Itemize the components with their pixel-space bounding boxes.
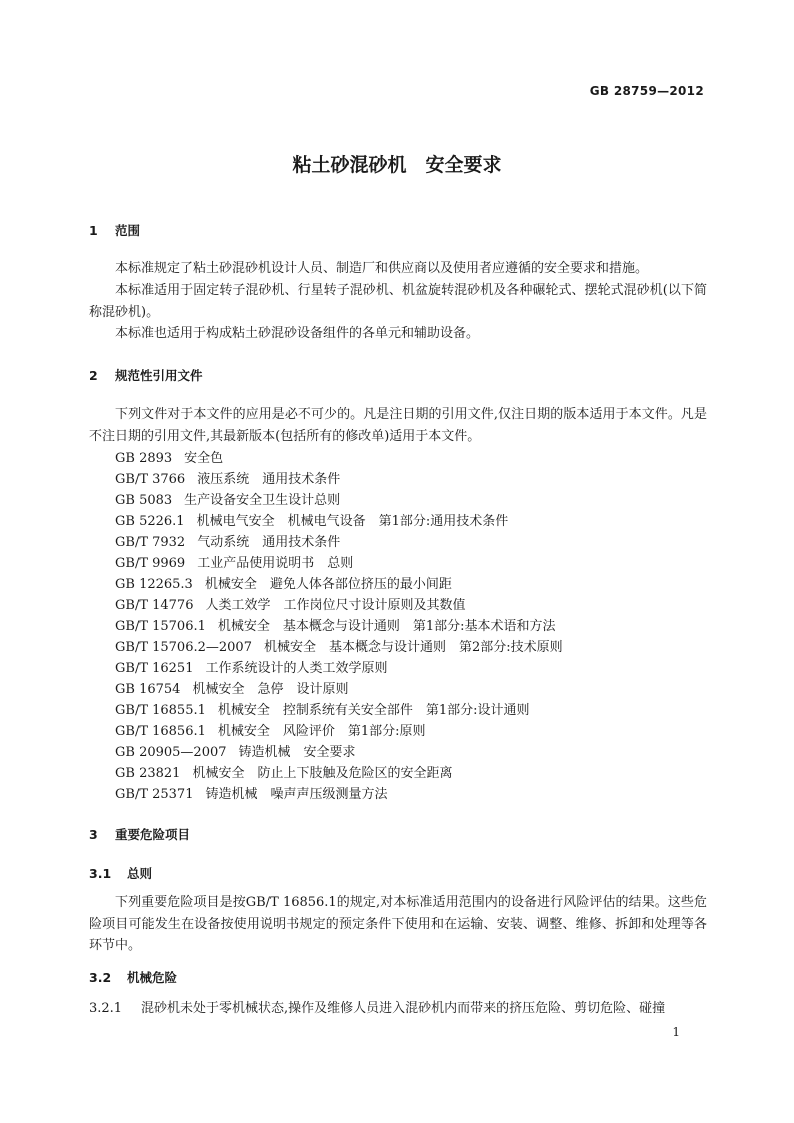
section-2-intro: 下列文件对于本文件的应用是必不可少的。凡是注日期的引用文件,仅注日期的版本适用于本文件。凡是不注日期的引用文件,其最新版本(包括所有的修改单)适用于本文件。	[89, 407, 707, 444]
subsection-title: 机械危险	[127, 970, 178, 985]
reference-list	[115, 448, 563, 805]
document-title: 粘土砂混砂机 安全要求	[292, 154, 502, 176]
reference-item	[115, 616, 563, 637]
reference-item	[115, 574, 563, 595]
reference-title: 液压系统 通用技术条件	[197, 472, 341, 487]
reference-item	[115, 679, 563, 700]
section-1-paragraph-2: 本标准适用于固定转子混砂机、行星转子混砂机、机盆旋转混砂机及各种碾轮式、摆轮式混砂机(以下简称混砂机)。	[89, 283, 707, 320]
reference-code: GB 2893	[115, 451, 173, 466]
reference-title: 铸造机械 噪声声压级测量方法	[205, 787, 388, 802]
reference-item	[115, 658, 563, 679]
reference-item	[115, 469, 563, 490]
reference-item	[115, 490, 563, 511]
section-title: 规范性引用文件	[115, 368, 203, 383]
reference-item	[115, 784, 563, 805]
reference-title: 机械安全 风险评价 第1部分:原则	[217, 724, 426, 739]
reference-title: 机械安全 急停 设计原则	[192, 682, 349, 697]
reference-code: GB 12265.3	[115, 577, 193, 592]
reference-code: GB 5226.1	[115, 514, 185, 529]
reference-code: GB/T 7932	[115, 535, 186, 550]
reference-code: GB/T 3766	[115, 472, 186, 487]
reference-code: GB/T 9969	[115, 556, 186, 571]
reference-code: GB/T 16856.1	[115, 724, 206, 739]
reference-title: 人类工效学 工作岗位尺寸设计原则及其数值	[205, 598, 466, 613]
reference-code: GB 23821	[115, 766, 181, 781]
section-1-paragraph-3: 本标准也适用于构成粘土砂混砂设备组件的各单元和辅助设备。	[115, 326, 480, 341]
subsection-title: 总则	[127, 866, 153, 881]
reference-code: GB 20905—2007	[115, 745, 227, 760]
section-1-heading	[89, 221, 140, 239]
reference-title: 机械安全 基本概念与设计通则 第2部分:技术原则	[263, 640, 563, 655]
reference-code: GB/T 14776	[115, 598, 194, 613]
reference-title: 机械安全 避免人体各部位挤压的最小间距	[204, 577, 452, 592]
reference-item	[115, 448, 563, 469]
clause-number: 3.2.1	[89, 1001, 123, 1016]
reference-item	[115, 721, 563, 742]
section-2-heading	[89, 366, 203, 384]
clause-text: 混砂机未处于零机械状态,操作及维修人员进入混砂机内而带来的挤压危险、剪切危险、碰撞	[141, 1001, 666, 1016]
section-number: 3	[89, 827, 98, 842]
reference-item	[115, 511, 563, 532]
reference-item	[115, 595, 563, 616]
reference-title: 工业产品使用说明书 总则	[197, 556, 354, 571]
reference-title: 气动系统 通用技术条件	[197, 535, 341, 550]
reference-title: 铸造机械 安全要求	[238, 745, 356, 760]
reference-item	[115, 532, 563, 553]
section-3-1-paragraph: 下列重要危险项目是按GB/T 16856.1的规定,对本标准适用范围内的设备进行风险评估的结果。这些危险项目可能发生在设备按使用说明书规定的预定条件下使用和在运输、安装、调整、维修、拆卸和处理等各环节中。	[89, 895, 707, 953]
section-number: 2	[89, 368, 98, 383]
reference-code: GB 16754	[115, 682, 181, 697]
section-3-1-heading	[89, 864, 152, 882]
page-number: 1	[672, 1025, 680, 1039]
reference-code: GB 5083	[115, 493, 173, 508]
reference-item	[115, 637, 563, 658]
reference-code: GB/T 15706.2—2007	[115, 640, 252, 655]
reference-title: 机械安全 控制系统有关安全部件 第1部分:设计通则	[217, 703, 530, 718]
subsection-number: 3.1	[89, 866, 112, 881]
reference-item	[115, 700, 563, 721]
section-title: 重要危险项目	[115, 827, 191, 842]
reference-item	[115, 763, 563, 784]
reference-item	[115, 553, 563, 574]
section-1-paragraph-1: 本标准规定了粘土砂混砂机设计人员、制造厂和供应商以及使用者应遵循的安全要求和措施。	[115, 261, 649, 276]
section-3-2-heading	[89, 968, 177, 986]
reference-title: 工作系统设计的人类工效学原则	[205, 661, 388, 676]
reference-title: 生产设备安全卫生设计总则	[184, 493, 341, 508]
section-number: 1	[89, 223, 98, 238]
reference-title: 机械安全 防止上下肢触及危险区的安全距离	[192, 766, 453, 781]
reference-item	[115, 742, 563, 763]
subsection-number: 3.2	[89, 970, 112, 985]
reference-code: GB/T 25371	[115, 787, 194, 802]
standard-number: GB 28759—2012	[589, 84, 704, 98]
clause-3-2-1	[89, 998, 707, 1019]
reference-title: 机械电气安全 机械电气设备 第1部分:通用技术条件	[196, 514, 509, 529]
reference-code: GB/T 16251	[115, 661, 194, 676]
reference-code: GB/T 16855.1	[115, 703, 206, 718]
reference-title: 安全色	[184, 451, 224, 466]
section-3-heading	[89, 825, 190, 843]
reference-title: 机械安全 基本概念与设计通则 第1部分:基本术语和方法	[217, 619, 556, 634]
reference-code: GB/T 15706.1	[115, 619, 206, 634]
section-title: 范围	[115, 223, 141, 238]
